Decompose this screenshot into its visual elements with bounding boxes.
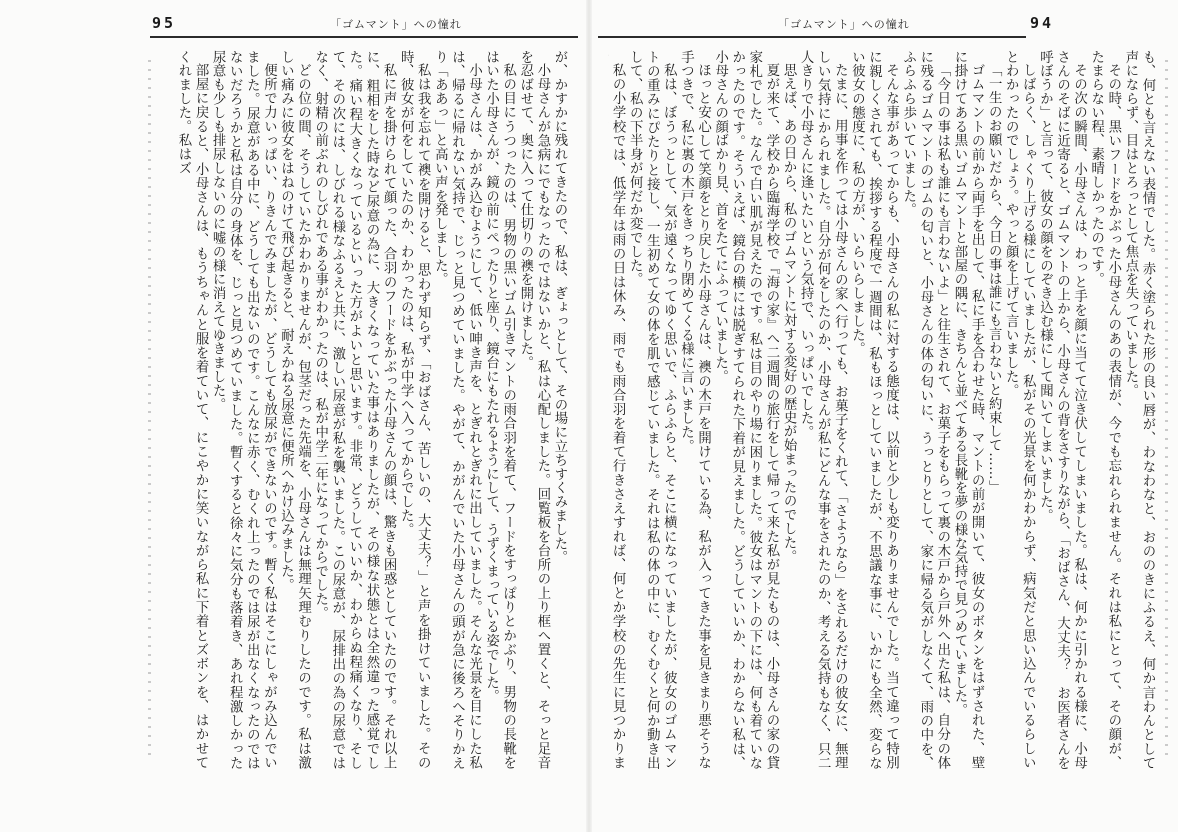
header-rule	[598, 36, 1026, 38]
paragraph: そんな事があってからも、小母さんの私に対する態度は、以前と少しも変りありませんでした。当て違って特別に親しくされても、挨拶する程度で一週間は、私もほっとしていましたが、不思議な事に、いかにも全然、変らない彼女の態度に、私の方が、いらいらしました。	[849, 50, 899, 770]
body-text	[148, 50, 568, 770]
header-rule	[150, 36, 578, 38]
paragraph: ほっと安心して笑顔をとり戻した小母さんは、襖の木戸を開けている為、私が入ってきた事を見きまり悪そうな手つきで、私に裏の木戸をきっちり閉めてくる様に言いました。	[678, 50, 711, 770]
paragraph: 私に声を掛けられて顔った、合羽のフードをかぶった小母さんの顔は、驚きも困惑としていたのです。それ以上に、粗相をした時など尿意の為に、大きくなっていた事はありましたが、その様な状態とは全然違った感覚でした。痛い程大きくなっているといった方がよいと思います。非常、どうしていいか、わからぬ程痛くなり、そして、その次には、しびれる様なふるえと共に、激しい尿意が私を襲いました。この尿意が、尿排出の為の尿意ではなく、射精の前ぶれのしびれである事がわかったのは、私が中学二年になってからでした。	[312, 50, 397, 770]
paragraph: 小母さんは、かがみ込むようにして、低い呻き声を、とぎれとぎれに出していました。そんな光景を目にした私は、帰るに帰れない気持で、じっと見つめていました。やがて、かがんでいた小母さんの頭が急に後ろへそりかえり「ああっ」と高い声を発しました。	[432, 50, 482, 770]
paragraph: が、かすかに残れてきたので、私は、ぎょっとして、その場に立ちすくみました。	[552, 50, 567, 565]
paragraph: どの位の間、そうしていたかわかりませんが、包茎だった先端を、小母さんは無理矢理むりしたのです。私は激しい痛みに彼女をはねのけて飛び起きると、耐えかねる尿意に便所へかけ込みました。	[278, 50, 311, 770]
scan-edge-marks	[1165, 60, 1168, 760]
paragraph: その次の瞬間、小母さんは、わっと手を顔に当てて泣き伏してしまいました。私は、何かに引かれる様に、小母さんのそばに近寄ると、ゴムマントの上から、小母さんの背をさすりながら、「おばさん、大丈夫？ お医者さんを呼ぼうか」と言って、彼女の顔をのぞき込む様にして聞いてしまいました。	[1037, 50, 1087, 770]
paragraph: 私の小学校では、低学年は雨の日は休み、雨でも雨合羽を着て行きさえすれば、何とか学校の先生に見つかりま	[610, 63, 626, 770]
paragraph: 夏が来て、学校から臨海学校で『海の家』へ二週間の旅行をして帰って来た私が見たものは、小母さんの家の貸家札でした。なんで白い肌が見えたのです。私は目のやり場に困りました。彼女はマントの下には、何も着ていなかったのです。そういえば、鏡台の横には脱ぎすてられた下着が見えました。どうしていいか、わからない私は、小母さんの顔ばかり見、首をたてにふっていました。	[712, 50, 779, 770]
running-head: 「ゴムマント」への憧れ	[330, 18, 462, 31]
right-page	[590, 0, 1178, 832]
paragraph: 私は、ぼうっとして、気が遠くなってゆく思いで、ふらふらと、そこに横になっていましたが、彼女のゴムマントの重みにぴたりと接し、一生初めて女の体を肌で感じていました。それは私の体の中に、むくむくと何か動き出して、私の下半身が何だか変でした。	[627, 50, 677, 770]
paragraph: 部屋に戻ると、小母さんは、もうちゃんと服を着ていて、にこやかに笑いながら私に下着とズボンを、はかせてくれました。私はズ	[175, 50, 209, 770]
paragraph: その時、黒いフードをかぶった小母さんのあの表情が、今でも忘れられません。それは私にとって、その顔が、たまらない程、素晴しかったのです。	[1088, 50, 1121, 770]
page-number: 95	[152, 14, 177, 32]
paragraph: ゴムマントの前から両手を出して、私に手を合わせた時、マントの前が開いて、彼女のボタンをはずされた、壁に掛けてある黒いゴムマントと部屋の隅に、きちんと並べてある長靴を夢の様な気持で見つめていました。	[951, 50, 985, 770]
paragraph: 小母さんが急病にでもなったのではないかと、私は心配しました。回覧板を台所の上り框へ置くと、そっと足音を忍ばせて、奥に入って仕切りの襖を開けました。	[517, 50, 550, 770]
paragraph: 「一生のお願いだから、今日の事は誰にも言わないと約束して……」	[986, 63, 1002, 495]
paragraph: も、何とも言えない表情でした。赤く塗られた形の良い唇が、わなわなと、おののきにふるえ、何か言わんとして声にならず、目はとろっとして焦点を失っていました。	[1122, 50, 1155, 770]
paragraph: たまに、用事を作っては小母さんの家へ行っても、お菓子をくれて、「さようなら」をされるだけの彼女に、無理しい気持にかられました。自分が何をしたのか、小母さんが私にどんな事をされたのか、考える気持もなく、只二人きりで小母さんに逢いたいという気持で、いっぱいでした。	[798, 50, 848, 770]
paragraph: 私の目にうつったのは、男物の黒いゴム引きマントの雨合羽を着て、フードをすっぽりとかぶり、男物の長靴をはいた小母さんが、鏡の前にぺったりと座り、鏡台にもたれるようにして、うずくまっている姿でした。	[483, 50, 516, 770]
running-head: 「ゴムマント」への憧れ	[778, 18, 910, 31]
paragraph: 私は我を忘れて襖を開けると、思わず知らず、「おばさん、苦しいの、大丈夫？」と声を掛けていました。その時、彼女が何をしていたのか、わかったのは、私が中学へ入ってからでした。	[398, 50, 431, 770]
paragraph: しばらく、しゃくり上げる様にしていましたが、私がその光景を何かわからず、病気だと思い込んでいるらしいとわかったのでしょう。やっと顔を上げて言いました。	[1003, 50, 1036, 770]
paragraph: 「今日の事は私も誰にも言わないよ」と往生されて、お菓子をもらって裏の木戸から戸外へ出た私は、自分の体に残るゴムマントのゴムの匂いと、小母さんの体の匂いに、うっとりとして、家に帰る気がしなくて、雨の中を、ふらふら歩いていました。	[900, 50, 950, 770]
left-page	[0, 0, 588, 832]
paragraph: 便所で力いっぱい、りきんでみましたが、どうしても放尿ができないのです。暫く私はそこにしゃがみ込んでいました。尿意がある中に、どうしても出ないのです。こんなに赤く、むくれ上ったのでは尿が出なくなったのではないだろうかと私は自分の身体を、じっと見つめていました。暫くすると徐々に気分も落着き、あれ程激しかった尿意も少しも排尿しないのに嘘の様に消えてゆきました。	[210, 50, 277, 770]
paragraph: 思えば、あの日から、私のゴムマントに対する変好の歴史が始まったのでした。	[781, 63, 797, 564]
body-text	[608, 50, 1156, 770]
page-number: 94	[1030, 14, 1055, 32]
